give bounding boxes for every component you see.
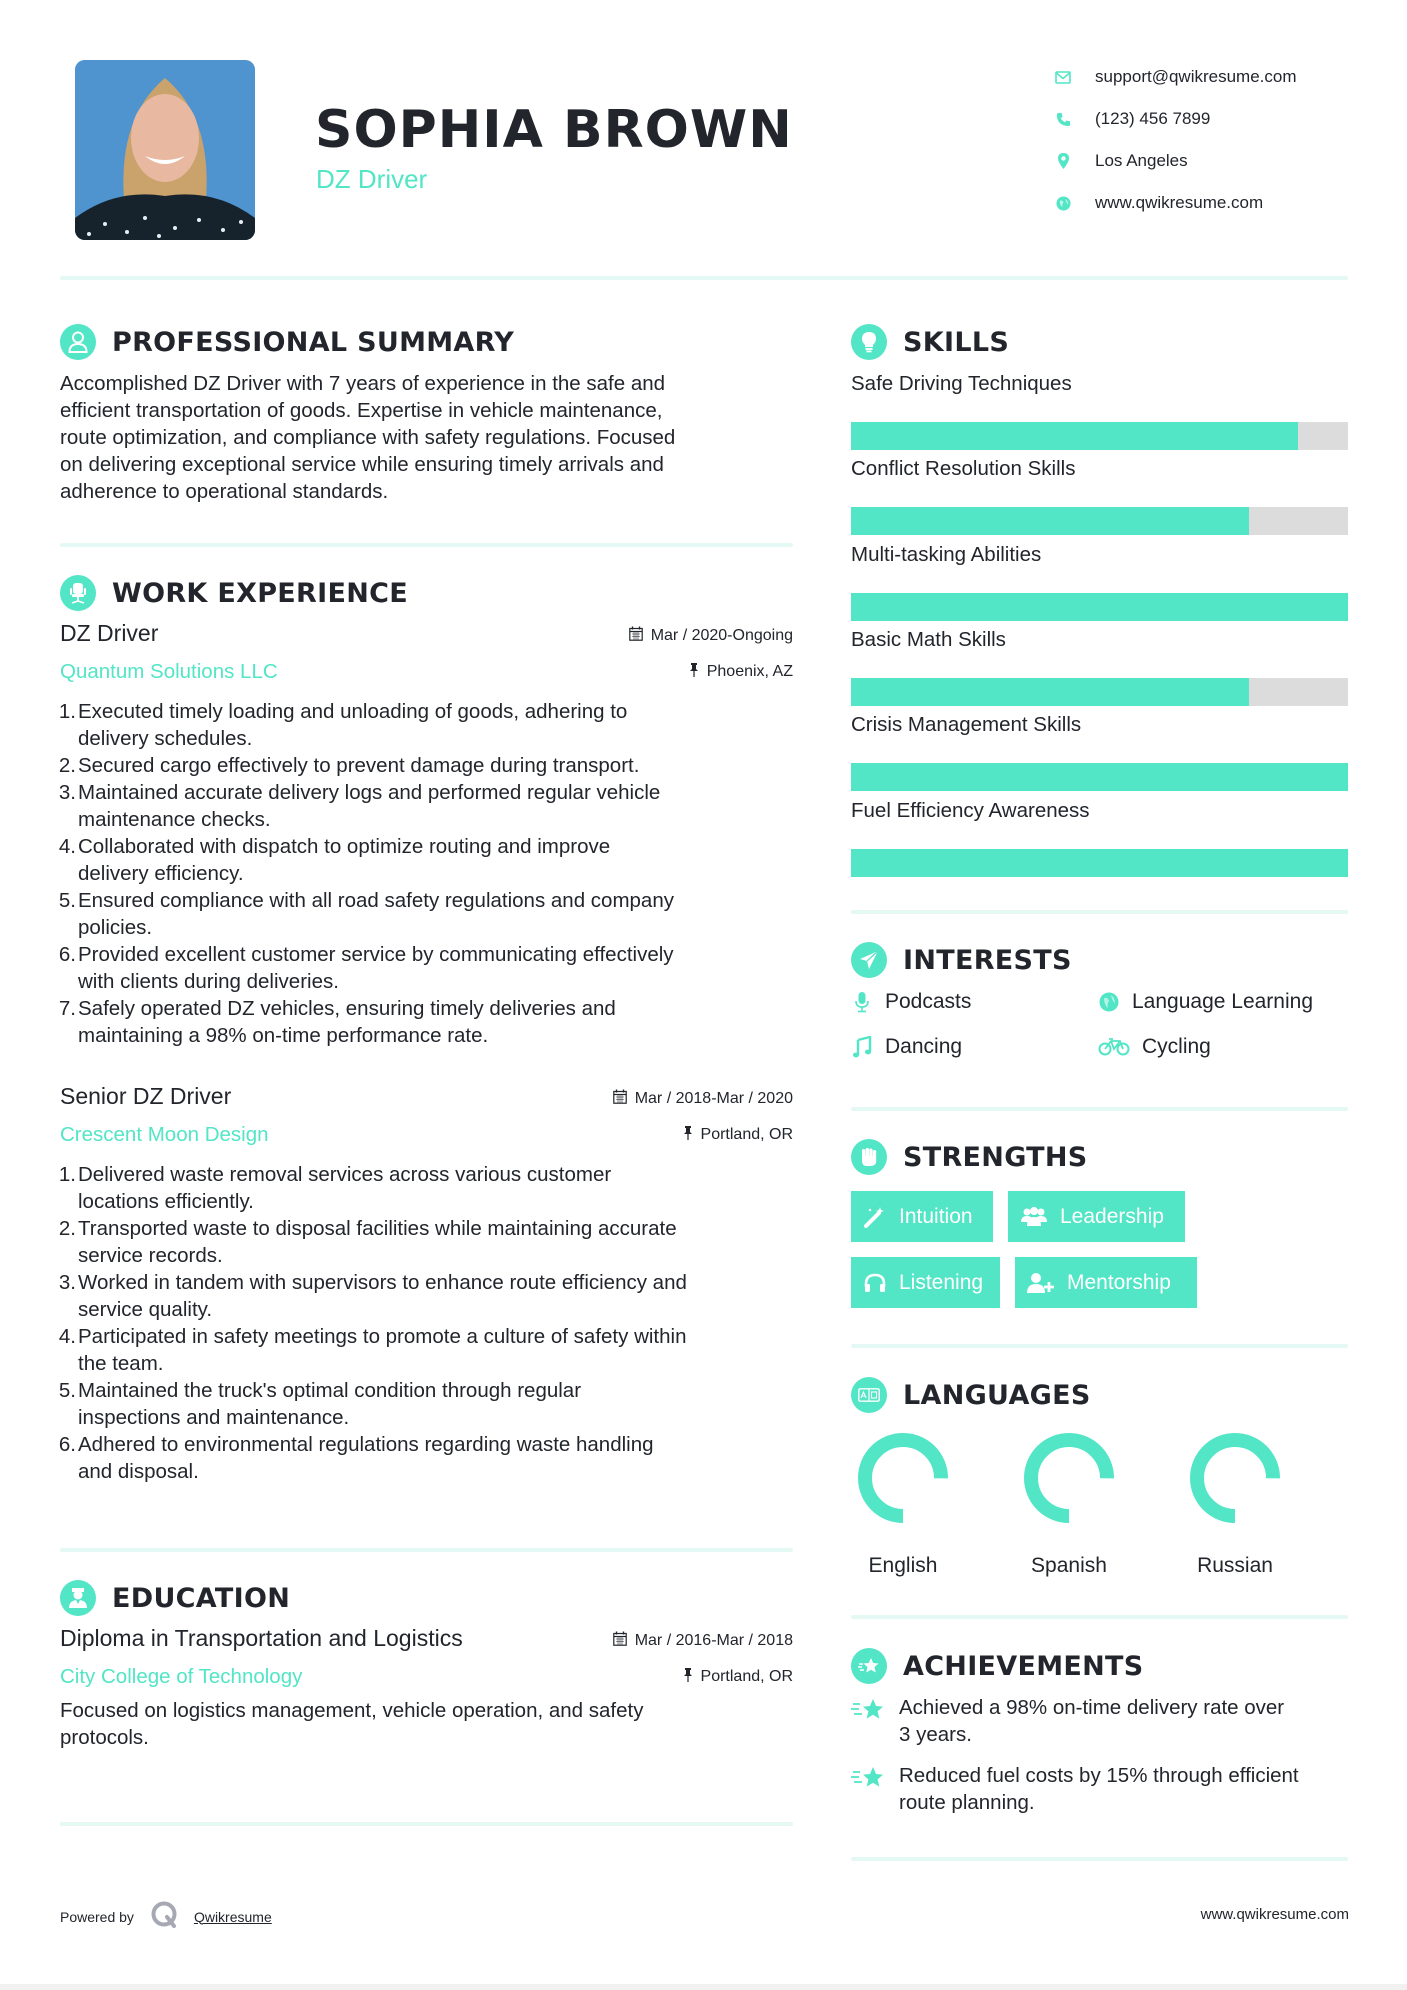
interest-label: Cycling bbox=[1142, 1035, 1211, 1058]
skill-bar-fill bbox=[851, 763, 1348, 791]
shooting-star-icon bbox=[851, 1762, 887, 1792]
achievements-divider bbox=[851, 1857, 1348, 1861]
page-bottom-edge bbox=[0, 1984, 1407, 1990]
profile-photo bbox=[75, 60, 255, 240]
skill-bar-fill bbox=[851, 507, 1249, 535]
shooting-star-icon bbox=[851, 1694, 887, 1724]
profile-photo-image bbox=[75, 60, 255, 240]
summary-line: adherence to operational standards. bbox=[60, 480, 389, 503]
job-dates-text: Mar / 2018-Mar / 2020 bbox=[634, 1090, 793, 1107]
skill-label: Multi-tasking Abilities bbox=[851, 543, 1042, 566]
summary-line: on delivering exceptional service while ensuring timely arrivals and bbox=[60, 453, 664, 476]
interest-item-podcasts bbox=[851, 990, 971, 1014]
education-section-header bbox=[60, 1580, 290, 1616]
language-label: Spanish bbox=[1031, 1554, 1107, 1577]
job-title: Senior DZ Driver bbox=[60, 1083, 232, 1109]
skills-section-header bbox=[851, 324, 1009, 360]
strength-label: Intuition bbox=[899, 1204, 973, 1228]
microphone-icon bbox=[851, 991, 873, 1013]
languages-heading: LANGUAGES bbox=[903, 1379, 1091, 1411]
achievements-heading: ACHIEVEMENTS bbox=[903, 1650, 1144, 1682]
contact-list bbox=[1055, 56, 1297, 224]
achievement-item bbox=[851, 1694, 1351, 1748]
language-label: English bbox=[868, 1554, 938, 1577]
language-item-english bbox=[843, 1430, 963, 1578]
pushpin-icon bbox=[683, 1126, 693, 1145]
achievement-text: Reduced fuel costs by 15% through efficient route planning. bbox=[899, 1764, 1299, 1814]
music-note-icon bbox=[851, 1036, 873, 1058]
globe-icon bbox=[1055, 195, 1071, 211]
language-proficiency-ring bbox=[1021, 1430, 1117, 1526]
job-company: Quantum Solutions LLC bbox=[60, 660, 278, 683]
interests-section-header bbox=[851, 942, 1072, 978]
language-proficiency-ring bbox=[855, 1430, 951, 1526]
skill-label: Conflict Resolution Skills bbox=[851, 457, 1076, 480]
job-location bbox=[689, 663, 793, 682]
list-item: 1. Delivered waste removal services across various customer locations efficiently. bbox=[58, 1163, 612, 1213]
list-item: 3. Maintained accurate delivery logs and performed regular vehicle maintenance checks. bbox=[58, 781, 661, 831]
skill-item bbox=[851, 799, 1348, 877]
powered-by-text: Powered by bbox=[60, 1908, 134, 1925]
work-divider bbox=[60, 1548, 793, 1552]
languages-divider bbox=[851, 1615, 1348, 1619]
list-item: 3. Worked in tandem with supervisors to enhance route efficiency and service quality. bbox=[58, 1271, 687, 1321]
language-item-russian bbox=[1175, 1430, 1295, 1578]
degree-title: Diploma in Transportation and Logistics bbox=[60, 1625, 463, 1651]
skill-item bbox=[851, 372, 1348, 450]
education-entry bbox=[60, 1625, 793, 1751]
summary-text bbox=[60, 370, 793, 505]
candidate-name: SOPHIA BROWN bbox=[315, 100, 793, 160]
list-item: 4. Participated in safety meetings to promote a culture of safety within the team. bbox=[58, 1325, 687, 1375]
skill-bar bbox=[851, 849, 1348, 877]
skill-label: Basic Math Skills bbox=[851, 628, 1006, 651]
contact-location-text: Los Angeles bbox=[1095, 151, 1188, 170]
list-item: 5. Maintained the truck's optimal condition through regular inspections and maintenance. bbox=[58, 1379, 582, 1429]
list-item: 2. Secured cargo effectively to prevent damage during transport. bbox=[58, 754, 640, 777]
bicycle-icon bbox=[1098, 1036, 1130, 1058]
interest-item-language-learning bbox=[1098, 990, 1313, 1014]
education-location bbox=[683, 1668, 793, 1687]
work-heading: WORK EXPERIENCE bbox=[112, 577, 408, 609]
education-dates bbox=[613, 1631, 793, 1651]
job-dates bbox=[613, 1089, 793, 1109]
user-icon bbox=[60, 324, 96, 360]
job-dates bbox=[629, 626, 793, 646]
shooting-star-icon bbox=[851, 1648, 887, 1684]
summary-line: route optimization, and compliance with safety regulations. Focused bbox=[60, 426, 676, 449]
skill-bar-fill bbox=[851, 678, 1249, 706]
job-location bbox=[683, 1126, 793, 1145]
strengths-section-header bbox=[851, 1139, 1088, 1175]
strengths-heading: STRENGTHS bbox=[903, 1141, 1088, 1173]
contact-phone-text: (123) 456 7899 bbox=[1095, 109, 1211, 128]
contact-email[interactable] bbox=[1055, 56, 1297, 98]
interest-label: Dancing bbox=[885, 1035, 963, 1058]
job-title: DZ Driver bbox=[60, 620, 159, 646]
calendar-icon bbox=[613, 1631, 627, 1651]
contact-website[interactable] bbox=[1055, 182, 1297, 224]
skill-label: Fuel Efficiency Awareness bbox=[851, 799, 1090, 822]
calendar-icon bbox=[613, 1089, 627, 1109]
interest-item-dancing bbox=[851, 1035, 962, 1059]
skill-bar-fill bbox=[851, 849, 1348, 877]
summary-divider bbox=[60, 543, 793, 547]
contact-website-text: www.qwikresume.com bbox=[1095, 193, 1264, 212]
work-section-header bbox=[60, 575, 408, 611]
skill-label: Crisis Management Skills bbox=[851, 713, 1082, 736]
strength-label: Mentorship bbox=[1067, 1270, 1171, 1294]
summary-section-header bbox=[60, 324, 514, 360]
achievements-section-header bbox=[851, 1648, 1144, 1684]
strength-label: Listening bbox=[899, 1270, 984, 1294]
interests-heading: INTERESTS bbox=[903, 944, 1072, 976]
lightbulb-icon bbox=[851, 324, 887, 360]
language-proficiency-ring bbox=[1187, 1430, 1283, 1526]
strength-label: Leadership bbox=[1060, 1204, 1164, 1228]
job-entry bbox=[60, 1083, 793, 1485]
interests-divider bbox=[851, 1107, 1348, 1111]
job-company: Crescent Moon Design bbox=[60, 1123, 269, 1146]
summary-line: Accomplished DZ Driver with 7 years of experience in the safe and bbox=[60, 372, 666, 395]
contact-email-text: support@qwikresume.com bbox=[1095, 67, 1297, 86]
fist-icon bbox=[851, 1139, 887, 1175]
languages-section-header bbox=[851, 1377, 1091, 1413]
skill-bar bbox=[851, 763, 1348, 791]
footer-powered-by bbox=[60, 1900, 272, 1933]
job-responsibilities bbox=[60, 698, 793, 1049]
skills-heading: SKILLS bbox=[903, 326, 1010, 358]
summary-heading: PROFESSIONAL SUMMARY bbox=[112, 326, 515, 358]
skill-item bbox=[851, 713, 1348, 791]
office-chair-icon bbox=[60, 575, 96, 611]
education-location-text: Portland, OR bbox=[700, 1668, 793, 1685]
strength-tag-listening bbox=[851, 1257, 1000, 1308]
list-item: 2. Transported waste to disposal facilities while maintaining accurate service records. bbox=[58, 1217, 677, 1267]
job-location-text: Phoenix, AZ bbox=[706, 663, 793, 680]
interest-item-cycling bbox=[1098, 1035, 1211, 1059]
skill-item bbox=[851, 457, 1348, 535]
list-item: 5. Ensured compliance with all road safety regulations and company policies. bbox=[58, 889, 674, 939]
skill-bar bbox=[851, 422, 1348, 450]
education-divider bbox=[60, 1822, 793, 1826]
candidate-job-title: DZ Driver bbox=[316, 164, 428, 194]
list-item: 4. Collaborated with dispatch to optimize routing and improve delivery efficiency. bbox=[58, 835, 611, 885]
qwikresume-link[interactable]: Qwikresume bbox=[193, 1908, 272, 1925]
list-item: 7. Safely operated DZ vehicles, ensuring timely deliveries and maintaining a 98% on-time performance rate. bbox=[58, 997, 616, 1047]
skills-divider bbox=[851, 910, 1348, 914]
contact-location bbox=[1055, 140, 1297, 182]
graduate-icon bbox=[60, 1580, 96, 1616]
headphones-icon bbox=[863, 1271, 887, 1295]
paper-plane-icon bbox=[851, 942, 887, 978]
summary-line: efficient transportation of goods. Expertise in vehicle maintenance, bbox=[60, 399, 663, 422]
school-name: City College of Technology bbox=[60, 1665, 303, 1688]
education-heading: EDUCATION bbox=[112, 1582, 291, 1614]
map-pin-icon bbox=[1055, 153, 1071, 169]
envelope-icon bbox=[1055, 69, 1071, 85]
footer-website[interactable]: www.qwikresume.com bbox=[1200, 1906, 1349, 1923]
calendar-icon bbox=[629, 626, 643, 646]
skill-item bbox=[851, 628, 1348, 706]
user-plus-icon bbox=[1027, 1271, 1055, 1295]
job-entry bbox=[60, 620, 793, 1049]
skill-bar-fill bbox=[851, 422, 1298, 450]
strength-tag-leadership bbox=[1008, 1191, 1185, 1242]
achievement-item bbox=[851, 1762, 1351, 1816]
skill-item bbox=[851, 543, 1348, 621]
phone-icon bbox=[1055, 111, 1071, 127]
strength-tag-intuition bbox=[851, 1191, 993, 1242]
list-item: 1. Executed timely loading and unloading of goods, adhering to delivery schedules. bbox=[58, 700, 628, 750]
job-responsibilities bbox=[60, 1161, 793, 1485]
language-item-spanish bbox=[1009, 1430, 1129, 1578]
header-divider bbox=[60, 276, 1348, 280]
skill-label: Safe Driving Techniques bbox=[851, 372, 1072, 395]
globe-icon bbox=[1098, 991, 1120, 1013]
skill-bar bbox=[851, 593, 1348, 621]
contact-phone[interactable] bbox=[1055, 98, 1297, 140]
job-dates-text: Mar / 2020-Ongoing bbox=[650, 627, 793, 644]
strengths-divider bbox=[851, 1344, 1348, 1348]
skill-bar-fill bbox=[851, 593, 1348, 621]
magic-wand-icon bbox=[863, 1205, 887, 1229]
strength-tag-mentorship bbox=[1015, 1257, 1197, 1308]
education-dates-text: Mar / 2016-Mar / 2018 bbox=[634, 1632, 793, 1649]
interest-label: Podcasts bbox=[885, 990, 972, 1013]
achievement-text: Achieved a 98% on-time delivery rate over 3 years. bbox=[899, 1696, 1285, 1746]
pushpin-icon bbox=[689, 663, 699, 682]
interest-label: Language Learning bbox=[1132, 990, 1314, 1013]
language-translate-icon bbox=[851, 1377, 887, 1413]
skill-bar bbox=[851, 678, 1348, 706]
list-item: 6. Adhered to environmental regulations regarding waste handling and disposal. bbox=[58, 1433, 654, 1483]
job-location-text: Portland, OR bbox=[700, 1126, 793, 1143]
education-description: Focused on logistics management, vehicle operation, and safety protocols. bbox=[60, 1699, 644, 1749]
pushpin-icon bbox=[683, 1668, 693, 1687]
language-label: Russian bbox=[1197, 1554, 1273, 1577]
qwikresume-logo-icon bbox=[150, 1900, 180, 1933]
skill-bar bbox=[851, 507, 1348, 535]
users-icon bbox=[1020, 1205, 1048, 1229]
list-item: 6. Provided excellent customer service by communicating effectively with clients during deliveries. bbox=[58, 943, 674, 993]
